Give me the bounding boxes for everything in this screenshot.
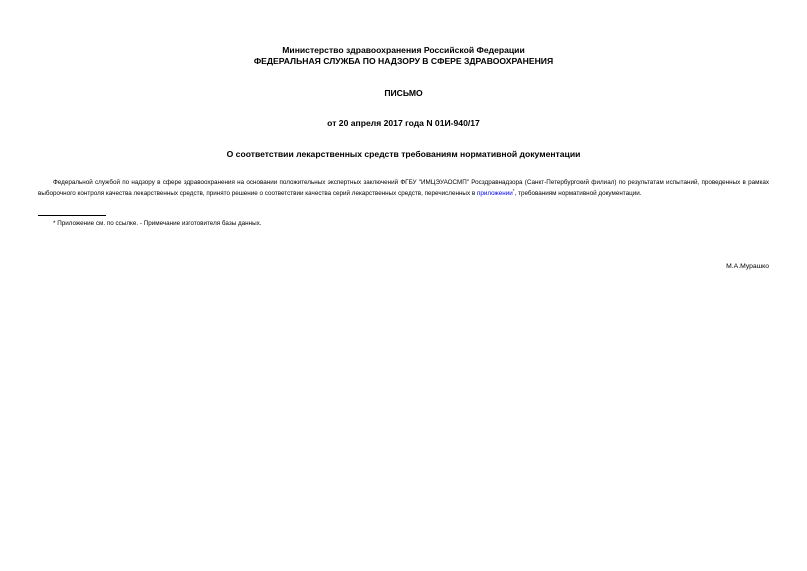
- footnote-divider: [38, 215, 106, 216]
- document-date-number: от 20 апреля 2017 года N 01И-940/17: [327, 118, 480, 128]
- body-text-part1: Федеральной службой по надзору в сфере здравоохранения на основании положительных экспертных заключений ФГБУ "ИМЦЭУАОСМП" Росздравнадзора (Санкт-Петербургский филиал) по результатам испытаний, проведенных в рамках выборочного контроля качества лекарственных средств, принято решение о соответствии качества серий лекарственных средств, перечисленных в: [38, 179, 769, 197]
- signature: М.А.Мурашко: [726, 263, 769, 270]
- document-subject: О соответствии лекарственных средств требованиям нормативной документации: [226, 149, 581, 159]
- footnote-mark: *: [512, 187, 515, 193]
- appendix-link[interactable]: приложении: [476, 189, 513, 197]
- service-name: ФЕДЕРАЛЬНАЯ СЛУЖБА ПО НАДЗОРУ В СФЕРЕ ЗДРАВООХРАНЕНИЯ: [253, 56, 554, 66]
- body-text-part2: , требованиям нормативной документации.: [514, 189, 642, 197]
- ministry-name: Министерство здравоохранения Российской Федерации: [282, 45, 525, 55]
- body-paragraph: [38, 178, 769, 199]
- footnote: * Приложение см. по ссылке. - Примечание изготовителя базы данных.: [53, 220, 262, 227]
- document-type: ПИСЬМО: [384, 88, 423, 98]
